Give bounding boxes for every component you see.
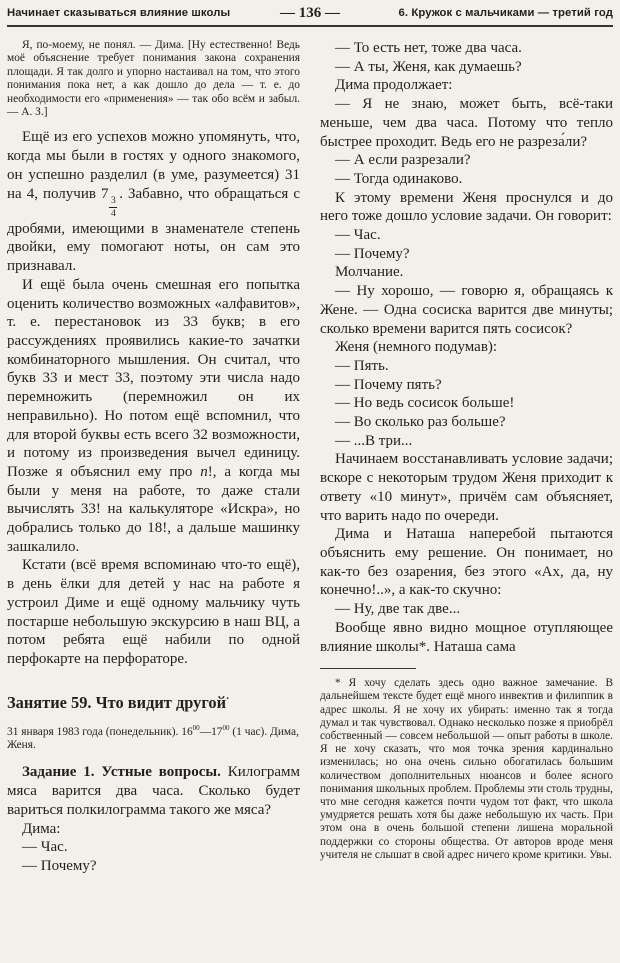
paragraph	[320, 226, 613, 245]
paragraph	[7, 39, 300, 119]
text-run: n	[200, 463, 208, 480]
text-run: Дима продолжает:	[335, 77, 453, 94]
paragraph	[320, 450, 613, 525]
column-left	[7, 39, 300, 876]
text-run: !, а когда мы были у меня на работе, то даже стали вычислять 33! на калькуляторе «Искра», но добрались только до 18!, а дальше машинку зашкалило.	[7, 463, 300, 555]
paragraph	[320, 394, 613, 413]
text-run: К этому времени Женя проснулся и до него тоже дошло условие задачи. Он говорит:	[320, 189, 613, 225]
text-run: Вообще явно видно мощное отупляющее влияние школы*. Наташа сама	[320, 619, 613, 655]
text-run: — Во сколько раз больше?	[335, 414, 506, 431]
text-run: Задание 1. Устные вопросы.	[22, 764, 228, 781]
text-run: Дима и Наташа наперебой пытаются объяснить ему решение. Он понимает, но как-то без озарения, без этого «Ах, да, ну конечно!..», а как-то скучно:	[320, 526, 613, 599]
paragraph	[320, 76, 613, 95]
text-run: Килограмм мяса варится два часа. Сколько будет вариться полкилограмма такого же мяса?	[7, 764, 300, 818]
text-run: Я, по-моему, не понял. — Дима. [Ну естественно! Ведь моё объяснение требует понимания закона сохранения площади. Я так долго и упорно настаивал на том, что этого понимания пока нет, а как дошло до дела — т. е. до необходимости его «применения» — так обо всём и забыл. — А. З.]	[7, 39, 300, 119]
text-run: Молчание.	[335, 264, 404, 281]
text-run: — Почему?	[335, 245, 410, 262]
paragraph	[7, 838, 300, 857]
paragraph	[7, 723, 300, 753]
section-heading	[7, 693, 300, 712]
text-run: И ещё была очень смешная его попытка оценить количество возможных «алфавитов», т. е. перестановок из 33 букв; в его рассуждениях проявились какие-то зачатки комбинаторного мышления. Он считал, что букв 33 и мест 33, поэтому эти числа надо перемножить (перемножил он их неправильно). Но потом ещё вспомнил, что для второй буквы есть всего 32 возможности, и потому из произведения вычел единицу. Позже я объяснил ему про	[7, 276, 300, 480]
paragraph	[320, 357, 613, 376]
text-run: Женя (немного подумав):	[335, 339, 498, 356]
page-number: — 136 —	[280, 5, 340, 21]
text-run: — Я не знаю, может быть, всё-таки меньше, чем два часа. Потому что тепло быстрее проходит. Ведь его не разреза́ли?	[320, 96, 613, 150]
text-run: — То есть нет, тоже два часа.	[335, 40, 522, 56]
paragraph	[7, 128, 300, 275]
text-run: —17	[199, 725, 223, 738]
paragraph	[320, 282, 613, 338]
paragraph	[320, 39, 613, 58]
text-run: (1 час). Дима, Женя.	[7, 725, 299, 752]
text-run: — ...В три...	[335, 432, 413, 449]
text-run: — Тогда одинаково.	[335, 170, 463, 187]
text-run: — Ну, две так две...	[335, 601, 461, 618]
text-run: Кстати (всё время вспоминаю что-то ещё), в день ёлки для детей у нас на работе я устроил Диме и ещё одному мальчику чуть постарше небольшую экскурсию в наш ВЦ, а потом ребята ещё набили по одной перфокарте на перфораторе.	[7, 557, 300, 667]
paragraph	[320, 376, 613, 395]
paragraph	[320, 263, 613, 282]
paragraph	[320, 525, 613, 600]
text-run: — Час.	[335, 227, 381, 244]
superscript: 00	[222, 723, 230, 732]
text-run: 31 января 1983 года (понедельник). 16	[7, 725, 193, 738]
running-header	[7, 5, 613, 23]
paragraph	[320, 432, 613, 451]
footnote	[320, 677, 613, 862]
text-run: — Ну хорошо, — говорю я, обращаясь к Жене. — Одна сосиска варится две минуты; сколько времени варится пять сосисок?	[320, 283, 613, 337]
text-run: — Почему пять?	[335, 376, 442, 393]
paragraph	[320, 189, 613, 226]
paragraph	[320, 151, 613, 170]
paragraph	[320, 245, 613, 264]
paragraph	[320, 619, 613, 656]
text-run: — А ты, Женя, как думаешь?	[335, 58, 522, 75]
header-rule	[7, 25, 613, 27]
text-run: Дима:	[22, 820, 61, 837]
paragraph	[320, 600, 613, 619]
text-run: Занятие 59. Что видит другой	[7, 692, 227, 712]
column-right	[320, 39, 613, 876]
paragraph	[320, 170, 613, 189]
running-head-left: Начинает сказываться влияние школы	[7, 7, 231, 19]
paragraph	[320, 677, 613, 862]
text-run: — Пять.	[335, 357, 389, 374]
paragraph	[7, 763, 300, 819]
text-run: Ещё из его успехов можно упомянуть, что, когда мы были в гостях у одного знакомого, он успешно разделил (в уме, разумеется) 31 на 4, получив 7	[7, 129, 300, 202]
text-run: — Почему?	[22, 857, 97, 874]
text-run: * Я хочу сделать здесь одно важное замечание. В дальнейшем тексте будет ещё много инвектив и филиппик в адрес школы. Я не хочу их убирать: именно так я тогда думал и так чувствовал. Однако несколько позже я приобрёл собственный — совсем небольшой — опыт работы в школе. Я не хочу сказать, что моя точка зрения кардинально изменилась; но она очень сильно обогатилась большим количеством дополнительных нюансов и более ясного понимания школьных проблем. Проблемы эти столь трудны, что мне сегодня кажется почти чудом тот факт, что школа умудряется решать хотя бы даже небольшую их часть. При этом она в очень большой степени лишена моральной поддержки со стороны общества. От авторов вроде меня учителя не слышат в свой адрес ничего кроме критики. Увы.	[320, 677, 613, 861]
paragraph	[320, 58, 613, 77]
running-head-right: 6. Кружок с мальчиками — третий год	[398, 7, 613, 19]
text-run: . Забавно, что обращаться с дробями, имеющими в знаменателе степень двойки, ему помогают ноты, он сам это признавал.	[7, 185, 300, 275]
paragraph	[320, 413, 613, 432]
paragraph	[320, 338, 613, 357]
superscript: ·	[226, 693, 230, 705]
column-right-text	[320, 39, 613, 656]
paragraph	[7, 857, 300, 876]
paragraph	[7, 556, 300, 668]
paragraph	[7, 276, 300, 557]
superscript: 00	[192, 723, 200, 732]
paragraph	[320, 95, 613, 151]
text-run: — Час.	[22, 839, 68, 856]
fraction: $\frac{3}{4}$	[110, 194, 116, 219]
text-run: — Но ведь сосисок больше!	[335, 395, 515, 412]
text-run: Начинаем восстанавливать условие задачи; вскоре с некоторым трудом Женя приходит к ответу «10 минут», причём сам объясняет, что варить надо по очереди.	[320, 451, 613, 524]
footnote-rule	[320, 668, 416, 669]
text-run: — А если разрезали?	[335, 152, 471, 169]
two-column-layout	[7, 39, 613, 876]
paragraph	[7, 820, 300, 839]
